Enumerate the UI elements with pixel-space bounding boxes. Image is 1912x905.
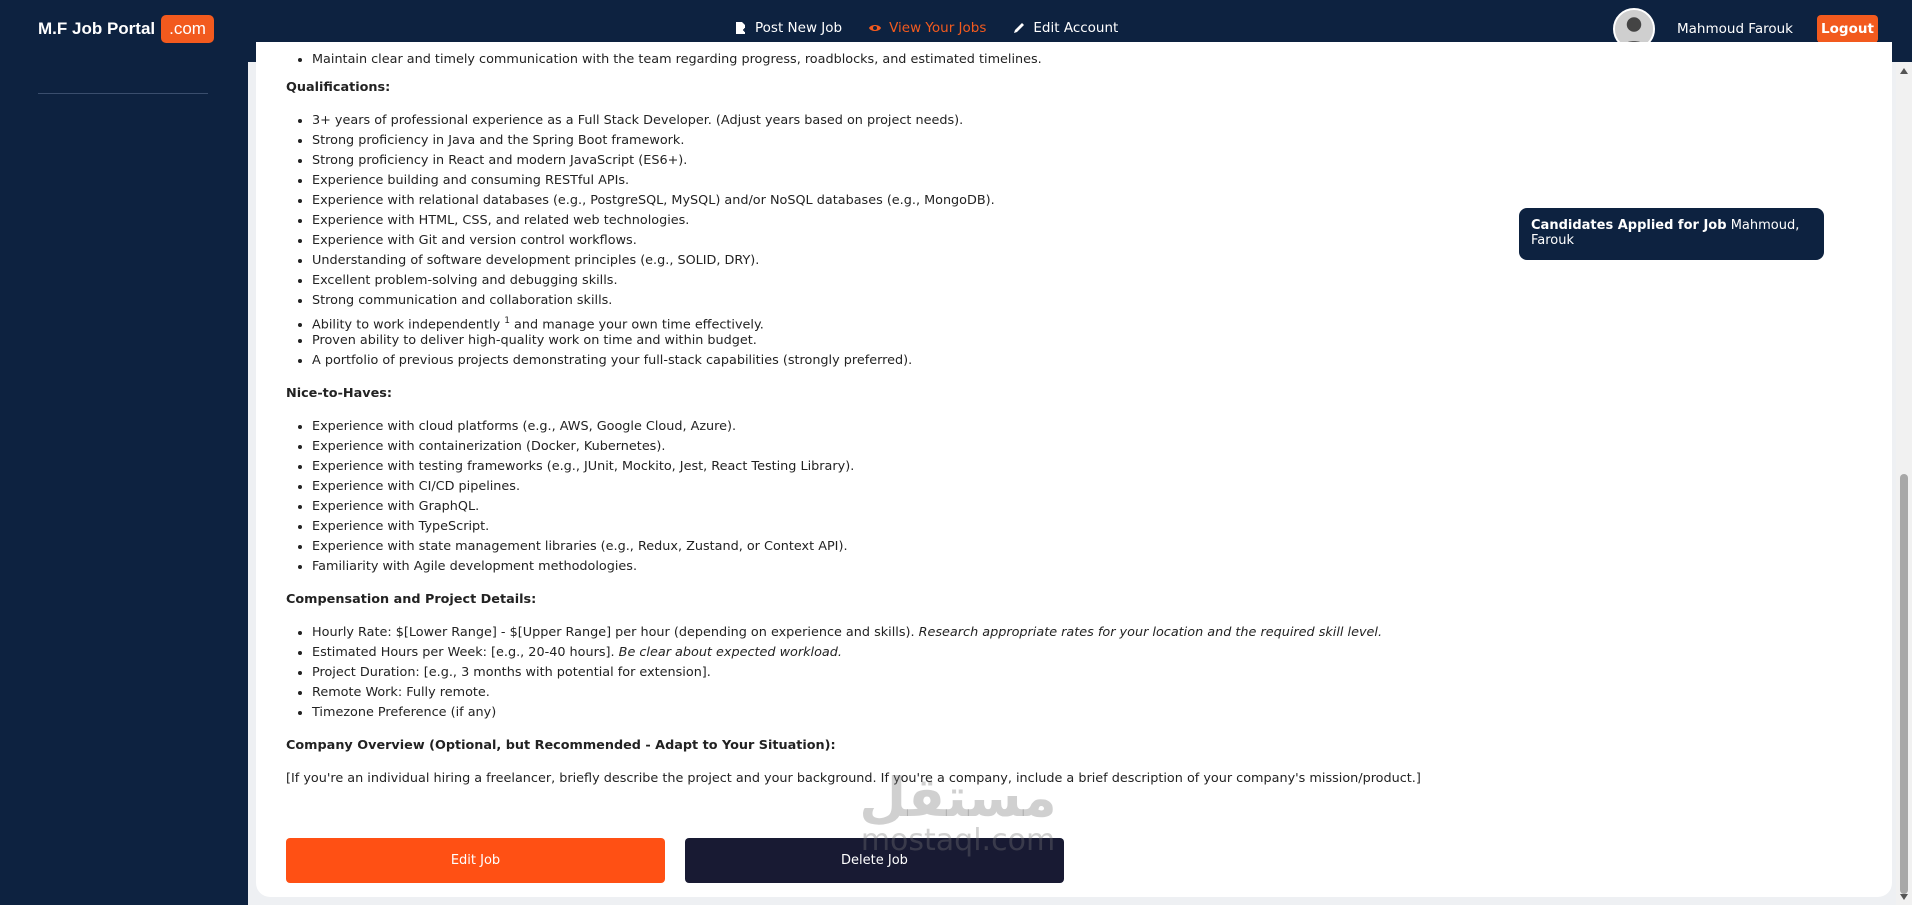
sidebar	[0, 62, 248, 905]
hourly-rate-note: Research appropriate rates for your location and the required skill level.	[918, 625, 1383, 640]
list-item: • Understanding of software development principles (e.g., SOLID, DRY).	[312, 251, 1586, 271]
list-item: • Experience with Git and version control workflows.	[312, 231, 1586, 251]
list-item: • Experience with GraphQL.	[312, 497, 1586, 517]
list-item: • Proven ability to deliver high-quality work on time and within budget.	[312, 331, 1586, 351]
edit-job-button[interactable]: Edit Job	[286, 838, 665, 883]
list-item	[312, 311, 1586, 331]
independent-text-before: Ability to work independently	[312, 317, 505, 333]
nav-edit-account[interactable]	[1012, 20, 1118, 36]
nice-to-haves-list	[312, 417, 1586, 577]
list-item	[312, 643, 1586, 663]
qualifications-heading: Qualifications:	[286, 80, 391, 95]
company-overview-text: [If you're an individual hiring a freelancer, briefly describe the project and your background. If you're a company, include a brief description of your company's mission/product.]	[286, 771, 1421, 786]
candidates-panel	[1519, 208, 1824, 260]
compensation-heading: Compensation and Project Details:	[286, 592, 537, 607]
nice-to-haves-heading: Nice-to-Haves:	[286, 386, 392, 401]
responsibilities-list	[312, 42, 1586, 70]
job-detail-card	[256, 42, 1892, 897]
list-item: • Maintain clear and timely communication with the team regarding progress, roadblocks, and estimated timelines.	[312, 50, 1586, 70]
list-item: • Strong proficiency in Java and the Spring Boot framework.	[312, 131, 1586, 151]
compensation-list	[312, 623, 1586, 723]
candidates-names: Mahmoud, Farouk	[1531, 218, 1800, 248]
list-item: • Experience with relational databases (e.g., PostgreSQL, MySQL) and/or NoSQL databases (e.g., MongoDB).	[312, 191, 1586, 211]
brand-logo[interactable]	[38, 15, 214, 43]
watermark	[838, 766, 1078, 858]
list-item: • Strong communication and collaboration skills.	[312, 291, 1586, 311]
pencil-icon	[1012, 21, 1026, 35]
nav-post-new-job-label: Post New Job	[755, 20, 843, 36]
page-scrollbar[interactable]	[1896, 62, 1912, 905]
watermark-latin: mostaql.com	[860, 823, 1056, 858]
list-item: • Experience with CI/CD pipelines.	[312, 477, 1586, 497]
file-plus-icon	[734, 21, 748, 35]
logout-button[interactable]: Logout	[1817, 15, 1878, 43]
eye-icon	[868, 21, 882, 35]
nav-post-new-job[interactable]	[734, 20, 842, 36]
list-item: • Strong proficiency in React and modern JavaScript (ES6+).	[312, 151, 1586, 171]
hours-note: Be clear about expected workload.	[618, 645, 842, 660]
delete-job-button[interactable]: Delete Job	[685, 838, 1064, 883]
list-item: • Project Duration: [e.g., 3 months with potential for extension].	[312, 663, 1586, 683]
user-name[interactable]: Mahmoud Farouk	[1677, 21, 1793, 37]
nav-edit-account-label: Edit Account	[1033, 20, 1119, 36]
nav-view-your-jobs-label: View Your Jobs	[889, 20, 987, 36]
sidebar-divider	[38, 93, 208, 94]
list-item: • Timezone Preference (if any)	[312, 703, 1586, 723]
hours-text: Estimated Hours per Week: [e.g., 20-40 hours].	[312, 645, 619, 660]
company-overview-heading: Company Overview (Optional, but Recommended - Adapt to Your Situation):	[286, 738, 836, 753]
list-item: • Experience building and consuming RESTful APIs.	[312, 171, 1586, 191]
list-item	[312, 623, 1586, 643]
candidates-label: Candidates Applied for Job	[1531, 218, 1727, 233]
list-item: • Remote Work: Fully remote.	[312, 683, 1586, 703]
scroll-up-arrow-icon[interactable]	[1900, 68, 1908, 74]
scrollbar-thumb[interactable]	[1900, 474, 1908, 894]
list-item: • Experience with state management libraries (e.g., Redux, Zustand, or Context API).	[312, 537, 1586, 557]
hourly-rate-text: Hourly Rate: $[Lower Range] - $[Upper Range] per hour (depending on experience and skills).	[312, 625, 919, 640]
brand-name: M.F Job Portal	[38, 19, 156, 38]
list-item: • 3+ years of professional experience as a Full Stack Developer. (Adjust years based on project needs).	[312, 111, 1586, 131]
list-item: • Experience with cloud platforms (e.g., AWS, Google Cloud, Azure).	[312, 417, 1586, 437]
list-item: • A portfolio of previous projects demonstrating your full-stack capabilities (strongly preferred).	[312, 351, 1586, 371]
list-item: • Familiarity with Agile development methodologies.	[312, 557, 1586, 577]
job-description	[286, 42, 1586, 789]
scroll-down-arrow-icon[interactable]	[1900, 894, 1908, 900]
qualifications-list	[312, 111, 1586, 371]
watermark-arabic: مستقل	[859, 766, 1057, 829]
list-item: • Excellent problem-solving and debugging skills.	[312, 271, 1586, 291]
list-item	[312, 42, 1586, 50]
main-nav	[734, 20, 1118, 36]
list-item: • Experience with HTML, CSS, and related web technologies.	[312, 211, 1586, 231]
independent-text-after: and manage your own time effectively.	[509, 317, 764, 333]
list-item: • Experience with containerization (Docker, Kubernetes).	[312, 437, 1586, 457]
nav-view-your-jobs[interactable]	[868, 20, 986, 36]
brand-domain-badge: .com	[161, 15, 214, 43]
list-item: • Experience with TypeScript.	[312, 517, 1586, 537]
list-item: • Experience with testing frameworks (e.g., JUnit, Mockito, Jest, React Testing Library).	[312, 457, 1586, 477]
footnote-marker[interactable]: 1	[504, 316, 510, 326]
